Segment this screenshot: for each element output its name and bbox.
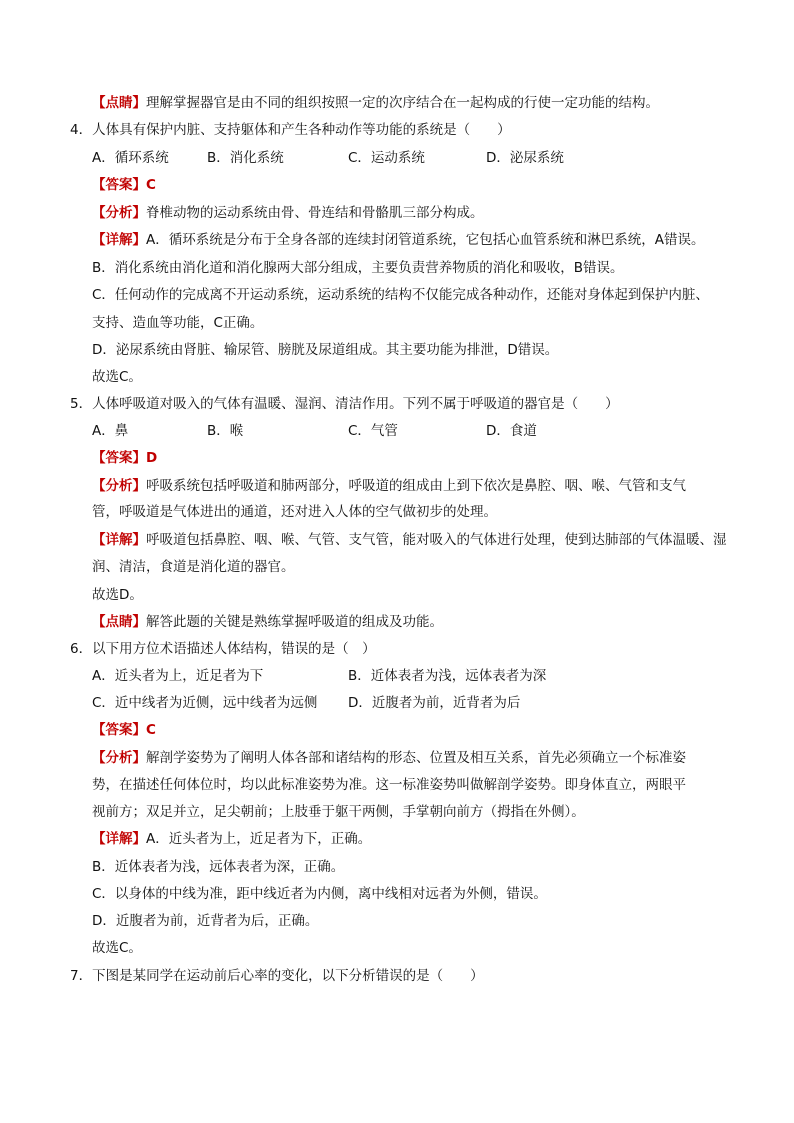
question-number: 4．: [70, 122, 93, 138]
text-line: 润、清洁，食道是消化道的器官。: [92, 559, 295, 575]
analysis-tag: 【分析】: [92, 750, 146, 766]
text-line: 管，呼吸道是气体进出的通道，还对进入人体的空气做初步的处理。: [92, 504, 497, 520]
text-line: C．任何动作的完成离不开运动系统，运动系统的结构不仅能完成各种动作，还能对身体起到保护内脏、: [92, 287, 709, 303]
analysis-tag: 【分析】: [92, 478, 146, 494]
dianjing-text: 解答此题的关键是熟练掌握呼吸道的组成及功能。: [146, 614, 443, 630]
option-d: D．近腹者为前，近背者为后: [348, 695, 521, 711]
detail-line: [92, 829, 371, 849]
option-d: D．泌尿系统: [486, 150, 564, 166]
option-a: A．循环系统: [92, 150, 169, 166]
option-b: B．喉: [207, 423, 244, 439]
text-line: 势，在描述任何体位时，均以此标准姿势为准。这一标准姿势叫做解剖学姿势。即身体直立，两眼平: [92, 777, 686, 793]
text-line: 视前方；双足并立，足尖朝前；上肢垂于躯干两侧，手掌朝向前方（拇指在外侧）。: [92, 804, 585, 820]
dianjing-tag: 【点睛】: [92, 95, 146, 111]
analysis-text: 脊椎动物的运动系统由骨、骨连结和骨骼肌三部分构成。: [146, 205, 484, 221]
question-number: 7．: [70, 968, 93, 984]
analysis-line: [92, 748, 686, 768]
detail-text: A．近头者为上，近足者为下，正确。: [146, 831, 372, 847]
detail-tag: 【详解】: [92, 232, 146, 248]
option-b: B．近体表者为浅，远体表者为深: [348, 668, 547, 684]
answer-line: [92, 448, 157, 468]
detail-tag: 【详解】: [92, 831, 146, 847]
option-c: C．运动系统: [348, 150, 425, 166]
answer-text: D: [146, 450, 158, 466]
option-c: C．气管: [348, 423, 398, 439]
text-line: D．泌尿系统由肾脏、输尿管、膀胱及尿道组成。其主要功能为排泄，D错误。: [92, 342, 559, 358]
question-text: 以下用方位术语描述人体结构，错误的是（ ）: [92, 641, 376, 657]
answer-text: C: [146, 722, 156, 738]
answer-tag: 【答案】: [92, 177, 146, 193]
detail-text: 呼吸道包括鼻腔、咽、喉、气管、支气管，能对吸入的气体进行处理，使到达肺部的气体温暖、湿: [146, 532, 727, 548]
text-line: D．近腹者为前，近背者为后，正确。: [92, 913, 319, 929]
conclusion-line: 故选C。: [92, 369, 142, 385]
conclusion-line: 故选C。: [92, 940, 142, 956]
text-line: 支持、造血等功能，C正确。: [92, 315, 264, 331]
answer-line: [92, 175, 156, 195]
detail-line: [92, 530, 727, 550]
answer-line: [92, 720, 156, 740]
text-line: B．近体表者为浅，远体表者为深，正确。: [92, 859, 345, 875]
question-number: 5．: [70, 396, 93, 412]
question-6: [70, 639, 376, 659]
question-text: 下图是某同学在运动前后心率的变化，以下分析错误的是（ ）: [92, 968, 484, 984]
dianjing-line: [92, 612, 443, 632]
option-a: A．近头者为上，近足者为下: [92, 668, 264, 684]
dianjing-text: 理解掌握器官是由不同的组织按照一定的次序结合在一起构成的行使一定功能的结构。: [146, 95, 659, 111]
text-line: C．以身体的中线为准，距中线近者为内侧，离中线相对远者为外侧，错误。: [92, 886, 547, 902]
dianjing-line: [92, 93, 659, 113]
option-a: A．鼻: [92, 423, 129, 439]
option-d: D．食道: [486, 423, 537, 439]
dianjing-tag: 【点睛】: [92, 614, 146, 630]
option-c: C．近中线者为近侧，远中线者为远侧: [92, 695, 318, 711]
analysis-line: [92, 476, 686, 496]
analysis-line: [92, 203, 484, 223]
detail-tag: 【详解】: [92, 532, 146, 548]
analysis-tag: 【分析】: [92, 205, 146, 221]
detail-text: A．循环系统是分布于全身各部的连续封闭管道系统，它包括心血管系统和淋巴系统，A错误。: [146, 232, 705, 248]
question-7: [70, 966, 484, 986]
analysis-text: 呼吸系统包括呼吸道和肺两部分，呼吸道的组成由上到下依次是鼻腔、咽、喉、气管和支气: [146, 478, 686, 494]
answer-text: C: [146, 177, 156, 193]
conclusion-line: 故选D。: [92, 587, 143, 603]
question-number: 6．: [70, 641, 93, 657]
question-text: 人体呼吸道对吸入的气体有温暖、湿润、清洁作用。下列不属于呼吸道的器官是（ ）: [92, 396, 619, 412]
option-b: B．消化系统: [207, 150, 284, 166]
question-4: [70, 120, 511, 140]
answer-tag: 【答案】: [92, 722, 146, 738]
analysis-text: 解剖学姿势为了阐明人体各部和诸结构的形态、位置及相互关系，首先必须确立一个标准姿: [146, 750, 686, 766]
question-text: 人体具有保护内脏、支持躯体和产生各种动作等功能的系统是（ ）: [92, 122, 511, 138]
question-5: [70, 394, 619, 414]
answer-tag: 【答案】: [92, 450, 146, 466]
detail-line: [92, 230, 704, 250]
text-line: B．消化系统由消化道和消化腺两大部分组成，主要负责营养物质的消化和吸收，B错误。: [92, 260, 624, 276]
